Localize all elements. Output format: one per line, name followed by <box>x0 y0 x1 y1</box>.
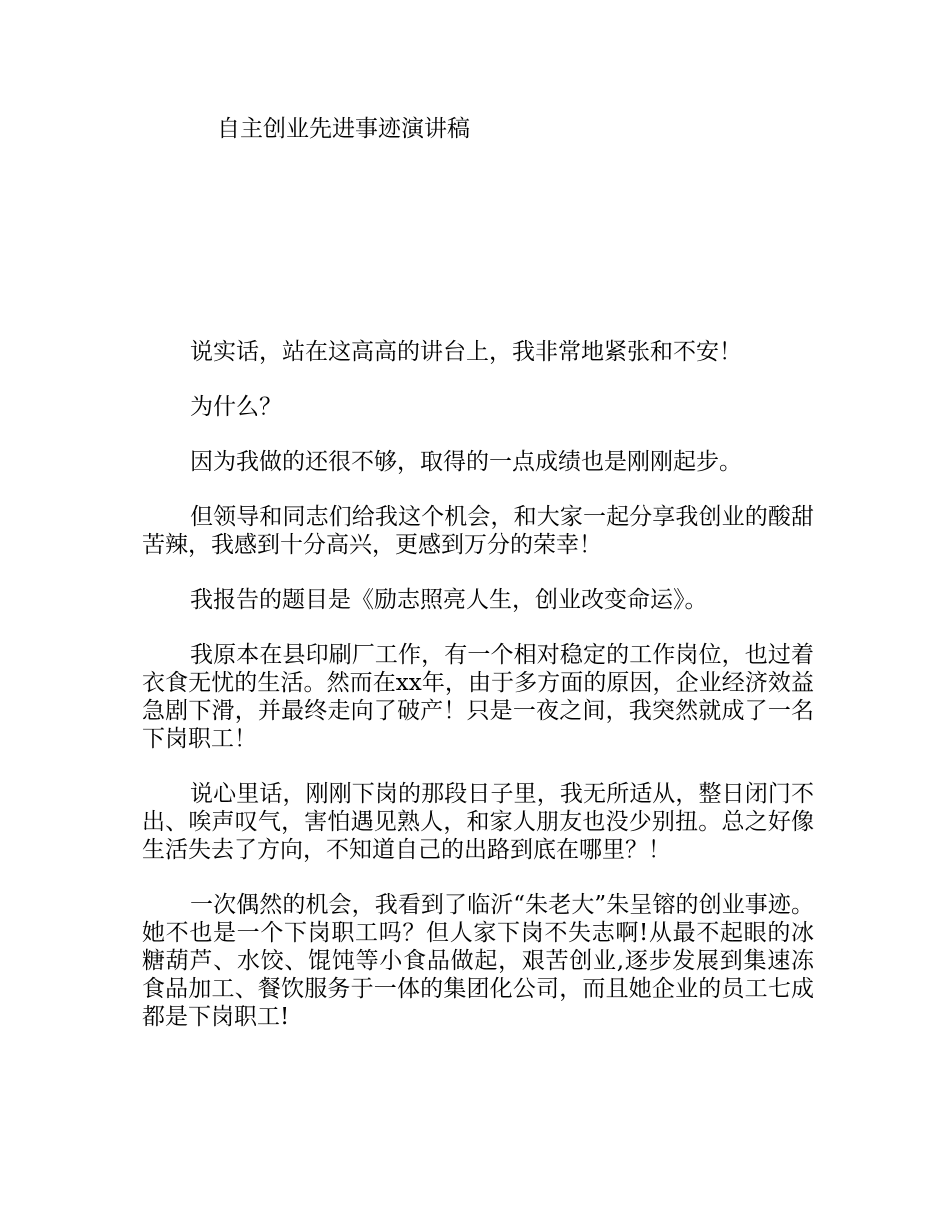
paragraph: 但领导和同志们给我这个机会，和大家一起分享我创业的酸甜苦辣，我感到十分高兴，更感到万分的荣幸！ <box>142 504 814 558</box>
document-title: 自主创业先进事迹演讲稿 <box>217 116 470 142</box>
paragraph: 说心里话，刚刚下岗的那段日子里，我无所适从，整日闭门不出、唉声叹气，害怕遇见熟人，和家人朋友也没少别扭。总之好像生活失去了方向，不知道自己的出路到底在哪里？！ <box>142 781 814 863</box>
paragraph: 说实话，站在这高高的讲台上，我非常地紧张和不安！ <box>190 339 742 365</box>
paragraph: 我报告的题目是《励志照亮人生，创业改变命运》。 <box>190 587 708 613</box>
paragraph: 为什么？ <box>190 394 282 420</box>
document-body <box>142 338 814 1058</box>
paragraph: 我原本在县印刷厂工作，有一个相对稳定的工作岗位，也过着衣食无忧的生活。然而在xx年，由于多方面的原因，企业经济效益急剧下滑，并最终走向了破产！只是一夜之间，我突然就成了一名下岗职工！ <box>142 642 814 752</box>
paragraph: 一次偶然的机会，我看到了临沂“朱老大”朱呈镕的创业事迹。她不也是一个下岗职工吗？但人家下岗不失志啊!从最不起眼的冰糖葫芦、水饺、馄饨等小食品做起，艰苦创业,逐步发展到集速冻食品加工、餐饮服务于一体的集团化公司，而且她企业的员工七成都是下岗职工! <box>142 892 814 1030</box>
paragraph: 因为我做的还很不够，取得的一点成绩也是刚刚起步。 <box>190 449 742 475</box>
